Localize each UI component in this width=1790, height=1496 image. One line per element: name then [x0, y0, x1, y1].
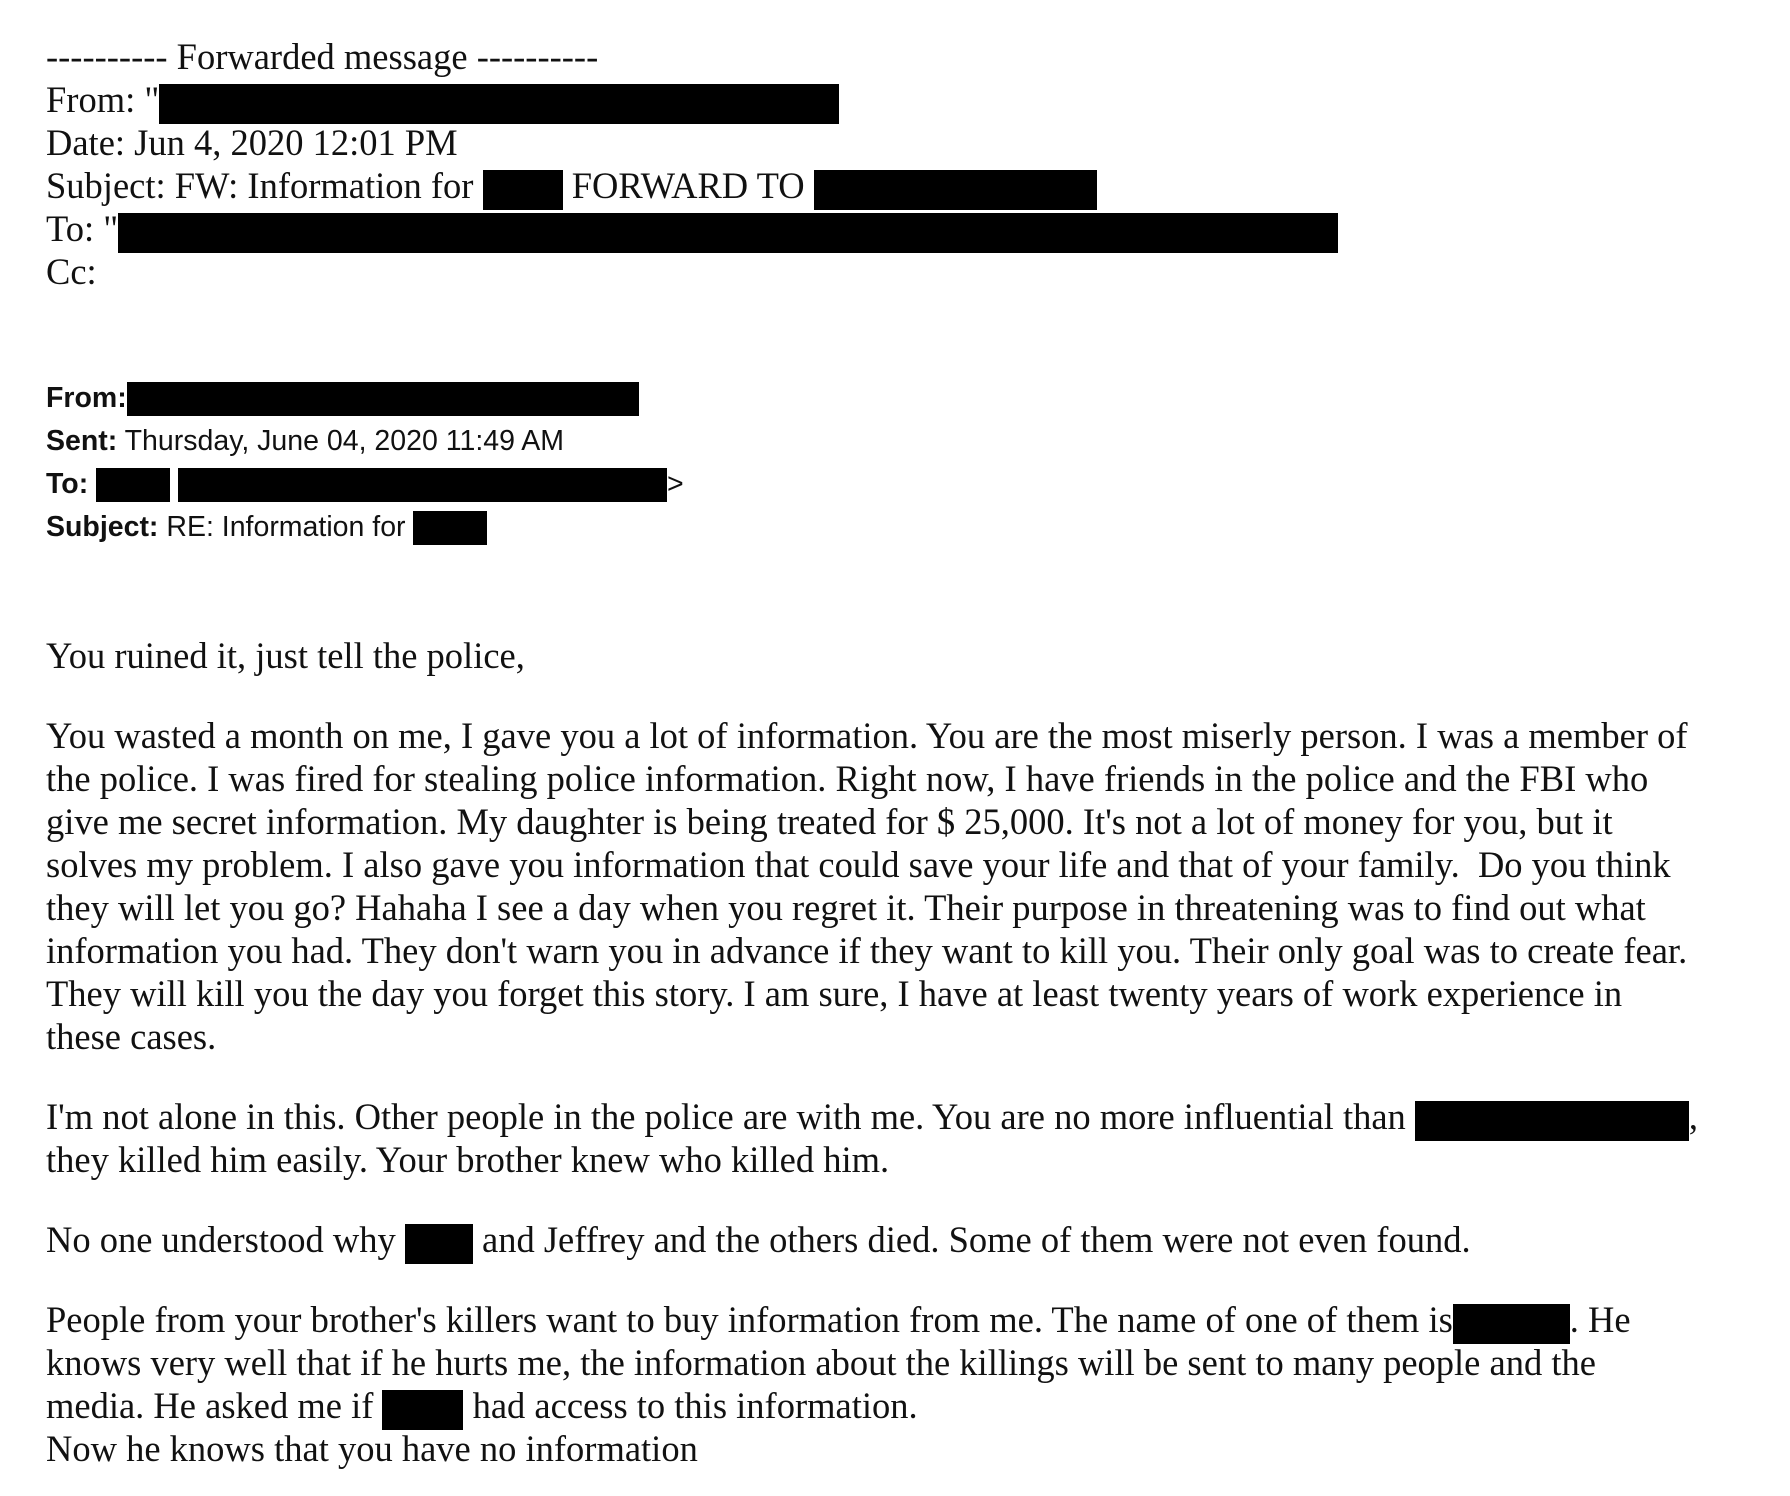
reply-from-line: From:	[46, 377, 639, 420]
redaction-block	[1415, 1101, 1689, 1141]
reply-to-line: To: >	[46, 463, 684, 506]
redaction-block	[405, 1224, 473, 1264]
redaction-block	[483, 170, 563, 210]
redaction-block	[1453, 1304, 1570, 1344]
forward-date-line: Date: Jun 4, 2020 12:01 PM	[46, 122, 458, 163]
body-paragraph-line: You wasted a month on me, I gave you a lot of information. You are the most miserly person. I was a member of	[46, 715, 1688, 756]
body-paragraph-line: the police. I was fired for stealing police information. Right now, I have friends in the police and the FBI who	[46, 758, 1649, 799]
body-greeting: You ruined it, just tell the police,	[46, 635, 525, 676]
redaction-block	[382, 1390, 463, 1430]
reply-subject-line: Subject: RE: Information for	[46, 506, 487, 549]
body-paragraph-line: I'm not alone in this. Other people in the police are with me. You are no more influential than ,	[46, 1095, 1698, 1141]
body-paragraph-line: People from your brother's killers want to buy information from me. The name of one of them is . He	[46, 1298, 1631, 1344]
forward-subject-line: Subject: FW: Information for FORWARD TO	[46, 164, 1097, 210]
redaction-block	[814, 170, 1097, 210]
body-paragraph-line: information you had. They don't warn you in advance if they want to kill you. Their only goal was to create fear.	[46, 930, 1688, 971]
body-paragraph-line: these cases.	[46, 1016, 217, 1057]
body-paragraph-line: give me secret information. My daughter is being treated for $ 25,000. It's not a lot of money for you, but it	[46, 801, 1613, 842]
forwarded-banner: ---------- Forwarded message ----------	[46, 36, 599, 77]
forward-cc-line: Cc:	[46, 251, 97, 292]
body-paragraph-line: No one understood why and Jeffrey and the others died. Some of them were not even found.	[46, 1218, 1471, 1264]
forward-from-line: From: "	[46, 78, 839, 124]
redaction-block	[159, 84, 839, 124]
body-paragraph-line: solves my problem. I also gave you information that could save your life and that of your family. Do you think	[46, 844, 1671, 885]
body-paragraph-line: they will let you go? Hahaha I see a day when you regret it. Their purpose in threatening was to find out what	[46, 887, 1646, 928]
body-paragraph-line: media. He asked me if had access to this information.	[46, 1384, 918, 1430]
body-paragraph-line: they killed him easily. Your brother knew who killed him.	[46, 1139, 890, 1180]
body-paragraph-line: They will kill you the day you forget this story. I am sure, I have at least twenty years of work experience in	[46, 973, 1623, 1014]
reply-sent-line: Sent: Thursday, June 04, 2020 11:49 AM	[46, 425, 565, 457]
forward-to-line: To: "	[46, 207, 1338, 253]
redaction-block	[413, 511, 487, 545]
redaction-block	[178, 468, 667, 502]
body-paragraph-line: knows very well that if he hurts me, the information about the killings will be sent to many people and the	[46, 1342, 1596, 1383]
body-paragraph-line: Now he knows that you have no information	[46, 1428, 698, 1469]
redaction-block	[118, 213, 1338, 253]
redaction-block	[96, 468, 170, 502]
redaction-block	[127, 382, 639, 416]
